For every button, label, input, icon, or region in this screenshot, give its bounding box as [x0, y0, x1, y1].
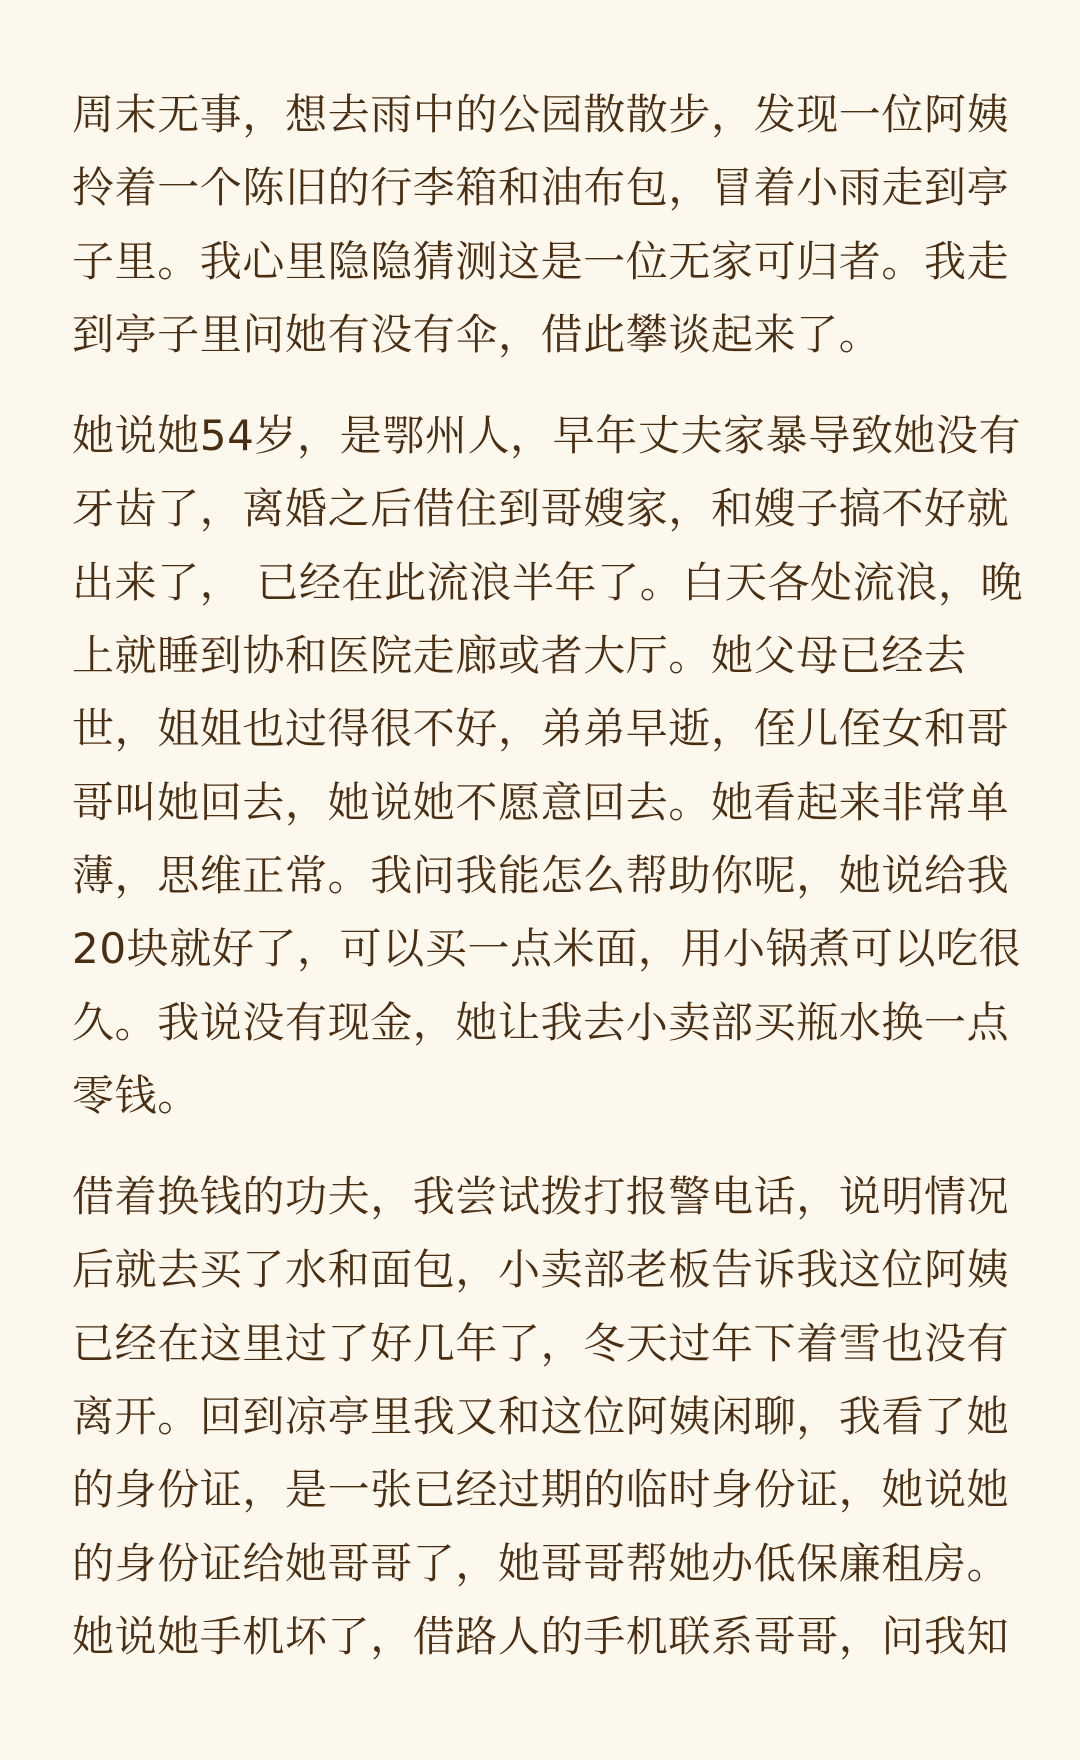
paragraph-1 [72, 78, 1012, 371]
text-line: 借着换钱的功夫，我尝试拨打报警电话，说明情况 [72, 1172, 1010, 1222]
text-line: 20块就好了，可以买一点米面，用小锅煮可以吃很 [72, 924, 1022, 974]
text-line: 零钱。 [72, 1070, 200, 1120]
text-line: 的身份证给她哥哥了，她哥哥帮她办低保廉租房。 [72, 1538, 1010, 1588]
paragraph-3 [72, 1160, 1012, 1673]
text-line: 她说她54岁，是鄂州人，早年丈夫家暴导致她没有 [72, 411, 1022, 461]
text-line: 牙齿了，离婚之后借住到哥嫂家，和嫂子搞不好就 [72, 484, 1010, 534]
text-line: 哥叫她回去，她说她不愿意回去。她看起来非常单 [72, 777, 1010, 827]
text-line: 的身份证，是一张已经过期的临时身份证，她说她 [72, 1465, 1010, 1515]
text-line: 她说她手机坏了，借路人的手机联系哥哥，问我知 [72, 1611, 1010, 1661]
text-line: 薄，思维正常。我问我能怎么帮助你呢，她说给我 [72, 850, 1010, 900]
text-line: 子里。我心里隐隐猜测这是一位无家可归者。我走 [72, 236, 1010, 286]
text-line: 久。我说没有现金，她让我去小卖部买瓶水换一点 [72, 997, 1010, 1047]
text-line: 离开。回到凉亭里我又和这位阿姨闲聊，我看了她 [72, 1392, 1010, 1442]
text-line: 拎着一个陈旧的行李箱和油布包，冒着小雨走到亭 [72, 163, 1010, 213]
text-line: 已经在这里过了好几年了，冬天过年下着雪也没有 [72, 1318, 1010, 1368]
text-line: 世，姐姐也过得很不好，弟弟早逝，侄儿侄女和哥 [72, 704, 1010, 754]
text-line: 后就去买了水和面包，小卖部老板告诉我这位阿姨 [72, 1245, 1010, 1295]
text-line: 出来了， 已经在此流浪半年了。白天各处流浪，晚 [72, 557, 1024, 607]
text-line: 到亭子里问她有没有伞，借此攀谈起来了。 [72, 309, 882, 359]
text-line: 上就睡到协和医院走廊或者大厅。她父母已经去 [72, 631, 967, 681]
text-line: 周末无事，想去雨中的公园散散步，发现一位阿姨 [72, 90, 1010, 139]
paragraph-2 [72, 399, 1024, 1132]
